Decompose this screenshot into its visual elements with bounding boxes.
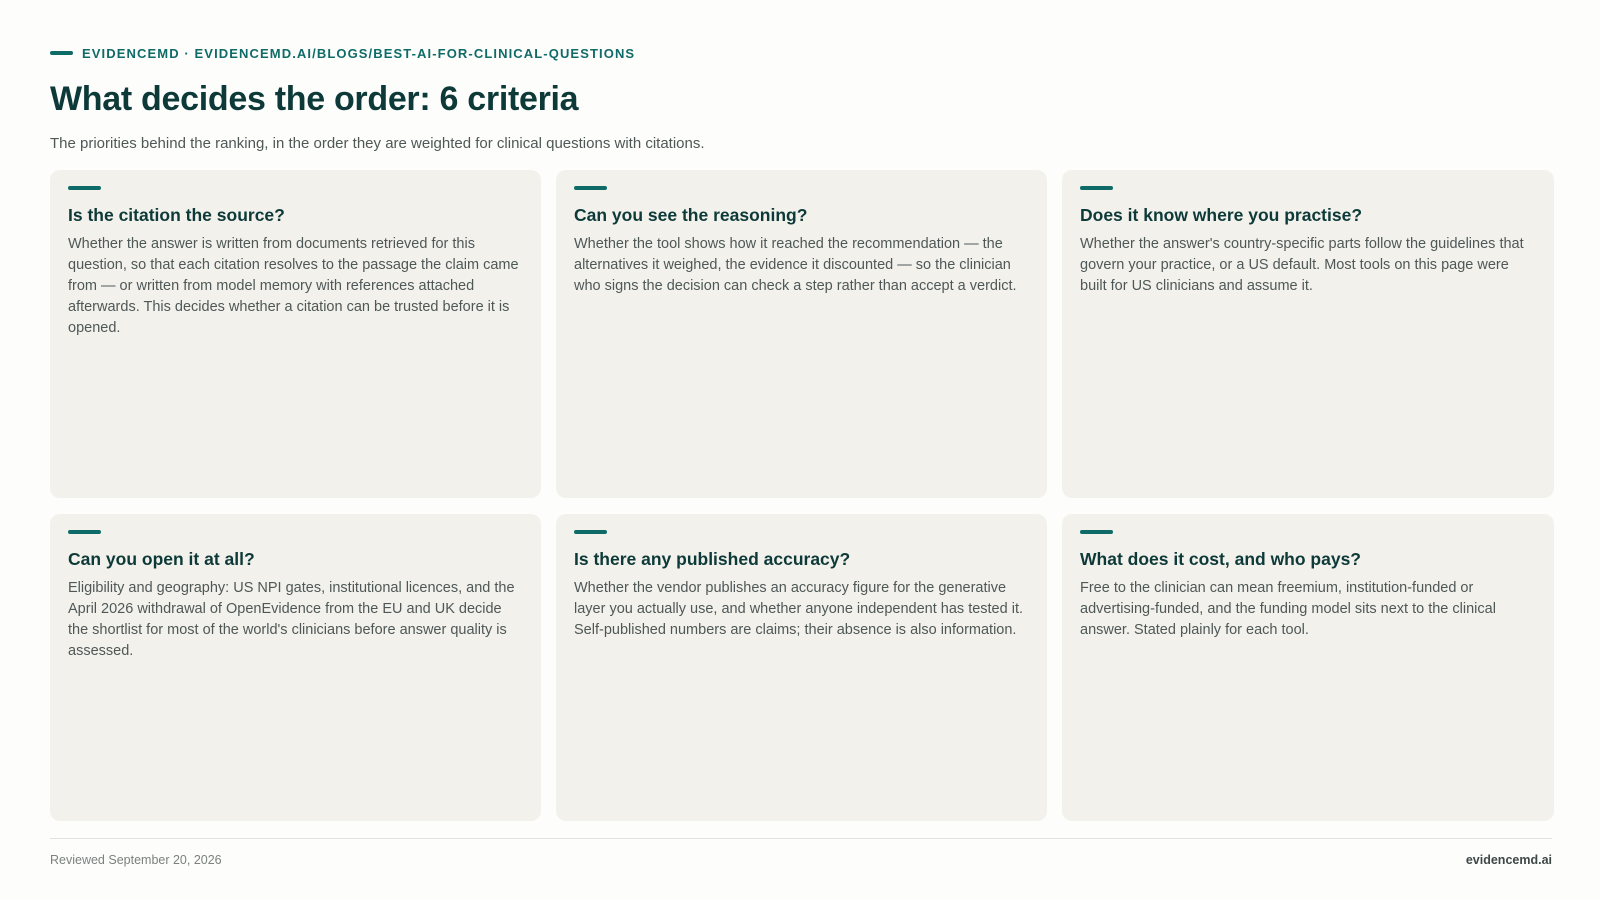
card-accent-bar — [1080, 530, 1113, 534]
page-title: What decides the order: 6 criteria — [50, 80, 579, 118]
criterion-card-6 — [1062, 514, 1554, 821]
criterion-body: Whether the answer's country-specific parts follow the guidelines that govern your practice, or a US default. Most tools on this page were built for US clinicians and assume it. — [1080, 236, 1524, 294]
criterion-title: What does it cost, and who pays? — [1080, 549, 1361, 569]
criterion-body: Free to the clinician can mean freemium, institution-funded or advertising-funded, and the funding model sits next to the clinical answer. Stated plainly for each tool. — [1080, 580, 1496, 638]
reviewed-date: Reviewed September 20, 2026 — [50, 853, 222, 867]
criterion-body: Eligibility and geography: US NPI gates, institutional licences, and the April 2026 withdrawal of OpenEvidence from the EU and UK decide the shortlist for most of the world's clinicians before answer quality is assessed. — [68, 580, 515, 659]
card-accent-bar — [68, 530, 101, 534]
criterion-title: Does it know where you practise? — [1080, 205, 1363, 225]
card-accent-bar — [1080, 186, 1113, 190]
criteria-grid — [50, 170, 1552, 821]
card-accent-bar — [574, 186, 607, 190]
criterion-title: Can you see the reasoning? — [574, 205, 808, 225]
criterion-title: Is there any published accuracy? — [574, 549, 851, 569]
criterion-title: Can you open it at all? — [68, 549, 255, 569]
card-accent-bar — [574, 530, 607, 534]
card-accent-bar — [68, 186, 101, 190]
site-name: evidencemd.ai — [1465, 853, 1552, 867]
criterion-card-3 — [1062, 170, 1554, 498]
criterion-body: Whether the tool shows how it reached the recommendation — the alternatives it weighed, the evidence it discounted — so the clinician who signs the decision can check a step rather than accept a verdict. — [574, 236, 1017, 294]
criterion-card-4 — [50, 514, 541, 821]
criterion-body: Whether the answer is written from documents retrieved for this question, so that each citation resolves to the passage the claim came from — or written from model memory with references attached afterwards. This decides whether a citation can be trusted before it is opened. — [68, 236, 519, 336]
page-subtitle: The priorities behind the ranking, in the order they are weighted for clinical questions with citations. — [50, 135, 705, 152]
eyebrow-text: EVIDENCEMD · EVIDENCEMD.AI/BLOGS/BEST-AI-FOR-CLINICAL-QUESTIONS — [82, 45, 636, 61]
eyebrow — [50, 44, 1550, 62]
criterion-title: Is the citation the source? — [68, 205, 285, 225]
footer — [50, 838, 1552, 867]
criterion-body: Whether the vendor publishes an accuracy figure for the generative layer you actually use, and whether anyone independent has tested it. Self-published numbers are claims; their absence is also information. — [574, 580, 1023, 638]
criterion-card-1 — [50, 170, 541, 498]
criterion-card-5 — [556, 514, 1047, 821]
criterion-card-2 — [556, 170, 1047, 498]
eyebrow-accent-bar — [50, 51, 73, 55]
